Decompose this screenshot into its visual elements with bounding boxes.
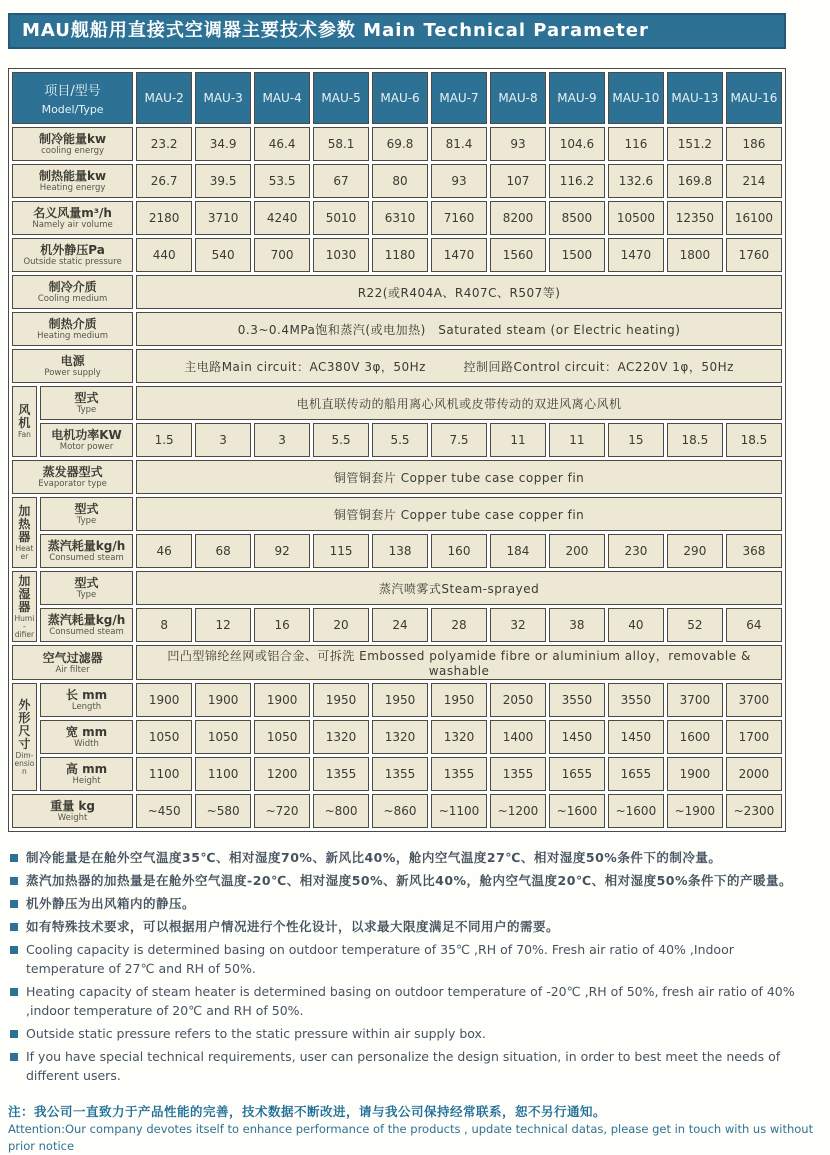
row-label-zh: 制冷能量kw [39,132,107,146]
column-header-model: MAU-3 [195,72,251,124]
column-header-model: MAU-8 [490,72,546,124]
row-label-zh: 重量 kg [50,799,95,813]
row-label-zh: 空气过滤器 [42,650,103,665]
row-label-en: Evaporator type [38,479,107,489]
note-text: 制冷能量是在舱外空气温度35℃、相对湿度70%、新风比40%，舱内空气温度27℃、相对湿度50%条件下的制冷量。 [26,850,722,865]
value-cell: 18.5 [726,423,782,457]
note-item [8,1024,808,1043]
value-cell: 1655 [608,757,664,791]
value-cell: 3700 [667,683,723,717]
row-label-cell [12,794,133,828]
value-cell: ~1600 [608,794,664,828]
row-label-en: Heating energy [39,183,106,193]
value-cell: 1900 [136,683,192,717]
value-cell: 8 [136,608,192,642]
row-label-cell [40,683,133,717]
value-cell: 1050 [254,720,310,754]
row-label-en: Air filter [55,664,90,675]
value-cell: 1470 [608,238,664,272]
value-cell: 11 [490,423,546,457]
value-cell: 20 [313,608,369,642]
value-cell: 116 [608,127,664,161]
value-cell: 3 [254,423,310,457]
table-row [12,238,782,272]
row-label-en: Consumed steam [49,627,124,637]
group-label-cell [12,386,37,457]
column-header-model: MAU-10 [608,72,664,124]
value-cell: ~1600 [549,794,605,828]
spec-table-body [12,127,782,828]
row-label-cell [12,645,133,680]
row-label-zh: 制热介质 [48,317,97,331]
span-value-cell: 0.3~0.4MPa饱和蒸汽(或电加热) Saturated steam (or Electric heating) [136,312,782,346]
row-label-zh: 电源 [60,354,85,368]
bullet-square-icon [10,923,18,931]
value-cell: 1450 [608,720,664,754]
value-cell: 200 [549,534,605,568]
value-cell: 15 [608,423,664,457]
note-text: If you have special technical requirements, user can personalize the design situation, in order to best meet the needs of different users. [26,1049,781,1083]
note-item [8,940,808,978]
row-label-en: Outside static pressure [23,257,122,267]
value-cell: 24 [372,608,428,642]
row-label-cell [12,164,133,198]
value-cell: 115 [313,534,369,568]
row-label-cell [40,757,133,791]
attention-block [8,1103,814,1155]
row-label-cell [12,275,133,309]
row-label-cell [40,386,133,420]
value-cell: ~2300 [726,794,782,828]
value-cell: 1100 [195,757,251,791]
value-cell: 46.4 [254,127,310,161]
table-row [12,349,782,383]
value-cell: 169.8 [667,164,723,198]
value-cell: 1900 [195,683,251,717]
column-header-model: MAU-16 [726,72,782,124]
bullet-square-icon [10,946,18,954]
value-cell: 2000 [726,757,782,791]
value-cell: 32 [490,608,546,642]
group-label-en: Fan [17,430,31,439]
value-cell: 3 [195,423,251,457]
note-text: Heating capacity of steam heater is determined basing on outdoor temperature of -20℃ ,RH of 50%, fresh air ratio of 40% ,indoor temperature of 20℃ and RH of 50%. [26,984,795,1018]
value-cell: 1320 [313,720,369,754]
note-text: 机外静压为出风箱内的静压。 [26,896,196,911]
value-cell: 81.4 [431,127,487,161]
row-label-zh: 型式 [74,576,99,590]
value-cell: 1320 [431,720,487,754]
row-label-zh: 型式 [74,391,99,405]
value-cell: 4240 [254,201,310,235]
value-cell: 1760 [726,238,782,272]
spec-table [8,68,786,832]
row-label-cell [40,571,133,605]
bullet-square-icon [10,988,18,996]
row-label-cell [12,127,133,161]
row-label-zh: 长 mm [65,688,108,702]
row-label-en: Namely air volume [32,220,113,230]
table-row [12,201,782,235]
row-label-zh: 型式 [74,502,99,516]
value-cell: 107 [490,164,546,198]
bullet-square-icon [10,900,18,908]
column-header-model: MAU-6 [372,72,428,124]
value-cell: 5010 [313,201,369,235]
span-value-cell: 主电路Main circuit：AC380V 3φ，50Hz 控制回路Control circuit：AC220V 1φ，50Hz [136,349,782,383]
value-cell: 1950 [372,683,428,717]
row-label-en: cooling energy [41,146,105,156]
value-cell: 92 [254,534,310,568]
note-item [8,1047,808,1085]
value-cell: ~580 [195,794,251,828]
column-header-model: MAU-5 [313,72,369,124]
value-cell: 58.1 [313,127,369,161]
table-row [12,423,782,457]
value-cell: 5.5 [313,423,369,457]
value-cell: ~800 [313,794,369,828]
row-label-zh: 蒸汽耗量kg/h [47,613,126,627]
row-label-zh: 制冷介质 [48,280,97,294]
span-value-cell: 铜管铜套片 Copper tube case copper fin [136,497,782,531]
row-label-en: Width [74,739,99,749]
value-cell: 1400 [490,720,546,754]
value-cell: 3550 [549,683,605,717]
table-row [12,794,782,828]
row-label-cell [40,497,133,531]
row-label-en: Type [76,405,97,415]
row-label-en: Type [76,590,97,600]
value-cell: 1600 [667,720,723,754]
column-header-model: MAU-4 [254,72,310,124]
value-cell: 1700 [726,720,782,754]
note-item [8,917,808,936]
table-row [12,164,782,198]
group-label-zh: 加 湿 器 [18,573,31,614]
value-cell: 26.7 [136,164,192,198]
value-cell: 69.8 [372,127,428,161]
row-label-en: Height [72,776,101,786]
value-cell: 230 [608,534,664,568]
group-label-en: Humi-difier [14,613,35,639]
value-cell: ~720 [254,794,310,828]
value-cell: 38 [549,608,605,642]
value-cell: 12 [195,608,251,642]
value-cell: ~450 [136,794,192,828]
value-cell: 93 [490,127,546,161]
value-cell: 68 [195,534,251,568]
value-cell: 34.9 [195,127,251,161]
value-cell: 440 [136,238,192,272]
corner-header-cell [12,72,133,124]
value-cell: 186 [726,127,782,161]
note-item [8,982,808,1020]
table-row [12,312,782,346]
table-row [12,127,782,161]
spec-table-head [12,72,782,124]
value-cell: 3700 [726,683,782,717]
value-cell: 184 [490,534,546,568]
attention-en: Attention:Our company devotes itself to enhance performance of the products , update technical datas, please get in touch with us without prior notice [8,1122,814,1153]
value-cell: 3550 [608,683,664,717]
row-label-cell [12,349,133,383]
note-text: 如有特殊技术要求，可以根据用户情况进行个性化设计，以求最大限度满足不同用户的需要。 [26,919,560,934]
table-row [12,757,782,791]
table-row [12,571,782,605]
value-cell: 1355 [431,757,487,791]
value-cell: 368 [726,534,782,568]
value-cell: 10500 [608,201,664,235]
row-label-cell [40,720,133,754]
value-cell: 2180 [136,201,192,235]
value-cell: 1450 [549,720,605,754]
row-label-en: Motor power [59,442,114,452]
table-row [12,275,782,309]
value-cell: 1320 [372,720,428,754]
header-row [12,72,782,124]
attention-zh: 注：我公司一直致力于产品性能的完善，技术数据不断改进，请与我公司保持经常联系，恕不另行通知。 [8,1104,607,1119]
table-row [12,534,782,568]
column-header-model: MAU-2 [136,72,192,124]
value-cell: 1050 [195,720,251,754]
note-text: 蒸汽加热器的加热量是在舱外空气温度-20℃、相对湿度50%、新风比40%，舱内空气温度20℃、相对湿度50%条件下的产暖量。 [26,873,793,888]
value-cell: 1800 [667,238,723,272]
row-label-zh: 蒸汽耗量kg/h [47,539,126,553]
value-cell: 5.5 [372,423,428,457]
value-cell: 80 [372,164,428,198]
value-cell: 1470 [431,238,487,272]
value-cell: 290 [667,534,723,568]
row-label-cell [12,201,133,235]
value-cell: 53.5 [254,164,310,198]
row-label-en: Heating medium [37,331,109,341]
row-label-en: Consumed steam [49,553,124,563]
group-label-cell [12,571,37,642]
value-cell: 93 [431,164,487,198]
row-label-en: Length [71,702,102,712]
row-label-en: Weight [57,813,88,823]
value-cell: 11 [549,423,605,457]
value-cell: 104.6 [549,127,605,161]
value-cell: 7.5 [431,423,487,457]
value-cell: 18.5 [667,423,723,457]
row-label-cell [12,238,133,272]
row-label-zh: 机外静压Pa [40,243,105,257]
value-cell: 1030 [313,238,369,272]
group-label-zh: 风 机 [18,403,31,430]
note-item [8,894,808,913]
span-value-cell: 电机直联传动的船用离心风机或皮带传动的双进风离心风机 [136,386,782,420]
value-cell: ~1200 [490,794,546,828]
corner-label-zh: 项目/型号 [44,84,101,99]
value-cell: 8200 [490,201,546,235]
value-cell: 16100 [726,201,782,235]
table-row [12,608,782,642]
bullet-square-icon [10,1053,18,1061]
value-cell: 540 [195,238,251,272]
page-title: MAU舰船用直接式空调器主要技术参数 Main Technical Parameter [8,13,786,49]
value-cell: 1050 [136,720,192,754]
row-label-zh: 宽 mm [65,725,108,739]
row-label-cell [12,460,133,494]
group-label-cell [12,497,37,568]
value-cell: 1180 [372,238,428,272]
table-row [12,497,782,531]
row-label-en: Cooling medium [37,294,108,304]
value-cell: 214 [726,164,782,198]
value-cell: 6310 [372,201,428,235]
bullet-square-icon [10,854,18,862]
value-cell: 64 [726,608,782,642]
value-cell: 1560 [490,238,546,272]
value-cell: 1950 [431,683,487,717]
span-value-cell: 蒸汽喷雾式Steam-sprayed [136,571,782,605]
value-cell: 1900 [667,757,723,791]
row-label-cell [40,608,133,642]
value-cell: 1900 [254,683,310,717]
note-item [8,848,808,867]
value-cell: 7160 [431,201,487,235]
span-value-cell: 凹凸型锦纶丝网或铝合金、可拆洗 Embossed polyamide fibre or aluminium alloy，removable & washable [136,645,782,680]
value-cell: 1355 [313,757,369,791]
bullet-square-icon [10,1030,18,1038]
group-label-zh: 外 形 尺 寸 [18,697,31,751]
value-cell: 16 [254,608,310,642]
value-cell: 46 [136,534,192,568]
group-label-cell [12,683,37,791]
span-value-cell: 铜管铜套片 Copper tube case copper fin [136,460,782,494]
value-cell: 116.2 [549,164,605,198]
value-cell: ~1900 [667,794,723,828]
value-cell: ~1100 [431,794,487,828]
row-label-zh: 名义风量m³/h [33,206,112,220]
note-text: Cooling capacity is determined basing on outdoor temperature of 35℃ ,RH of 70%. Fresh air ratio of 40% ,Indoor temperature of 27℃ and RH of 50%. [26,942,734,976]
value-cell: 8500 [549,201,605,235]
value-cell: 52 [667,608,723,642]
table-row [12,386,782,420]
column-header-model: MAU-7 [431,72,487,124]
table-row [12,645,782,680]
value-cell: 1100 [136,757,192,791]
value-cell: 1.5 [136,423,192,457]
value-cell: 1200 [254,757,310,791]
group-label-en: Dim-ension [14,750,35,776]
row-label-zh: 制热能量kw [39,169,107,183]
value-cell: 67 [313,164,369,198]
value-cell: 160 [431,534,487,568]
value-cell: 1950 [313,683,369,717]
value-cell: 2050 [490,683,546,717]
value-cell: 132.6 [608,164,664,198]
value-cell: ~860 [372,794,428,828]
row-label-zh: 电机功率KW [51,428,122,442]
value-cell: 39.5 [195,164,251,198]
corner-label-en: Model/Type [41,103,104,116]
column-header-model: MAU-13 [667,72,723,124]
value-cell: 28 [431,608,487,642]
value-cell: 40 [608,608,664,642]
value-cell: 1355 [490,757,546,791]
notes-list [8,848,808,1085]
value-cell: 12350 [667,201,723,235]
value-cell: 151.2 [667,127,723,161]
table-row [12,683,782,717]
value-cell: 1500 [549,238,605,272]
row-label-en: Power supply [44,368,101,378]
row-label-zh: 蒸发器型式 [42,465,103,479]
row-label-en: Type [76,516,97,526]
note-item [8,871,808,890]
value-cell: 138 [372,534,428,568]
span-value-cell: R22(或R404A、R407C、R507等) [136,275,782,309]
row-label-cell [40,423,133,457]
value-cell: 3710 [195,201,251,235]
note-text: Outside static pressure refers to the static pressure within air supply box. [26,1026,486,1041]
bullet-square-icon [10,877,18,885]
group-label-en: Heater [15,543,34,561]
row-label-cell [40,534,133,568]
table-row [12,720,782,754]
value-cell: 1655 [549,757,605,791]
row-label-zh: 高 mm [65,762,108,776]
value-cell: 700 [254,238,310,272]
value-cell: 23.2 [136,127,192,161]
group-label-zh: 加 热 器 [18,503,31,544]
row-label-cell [12,312,133,346]
value-cell: 1355 [372,757,428,791]
table-row [12,460,782,494]
column-header-model: MAU-9 [549,72,605,124]
